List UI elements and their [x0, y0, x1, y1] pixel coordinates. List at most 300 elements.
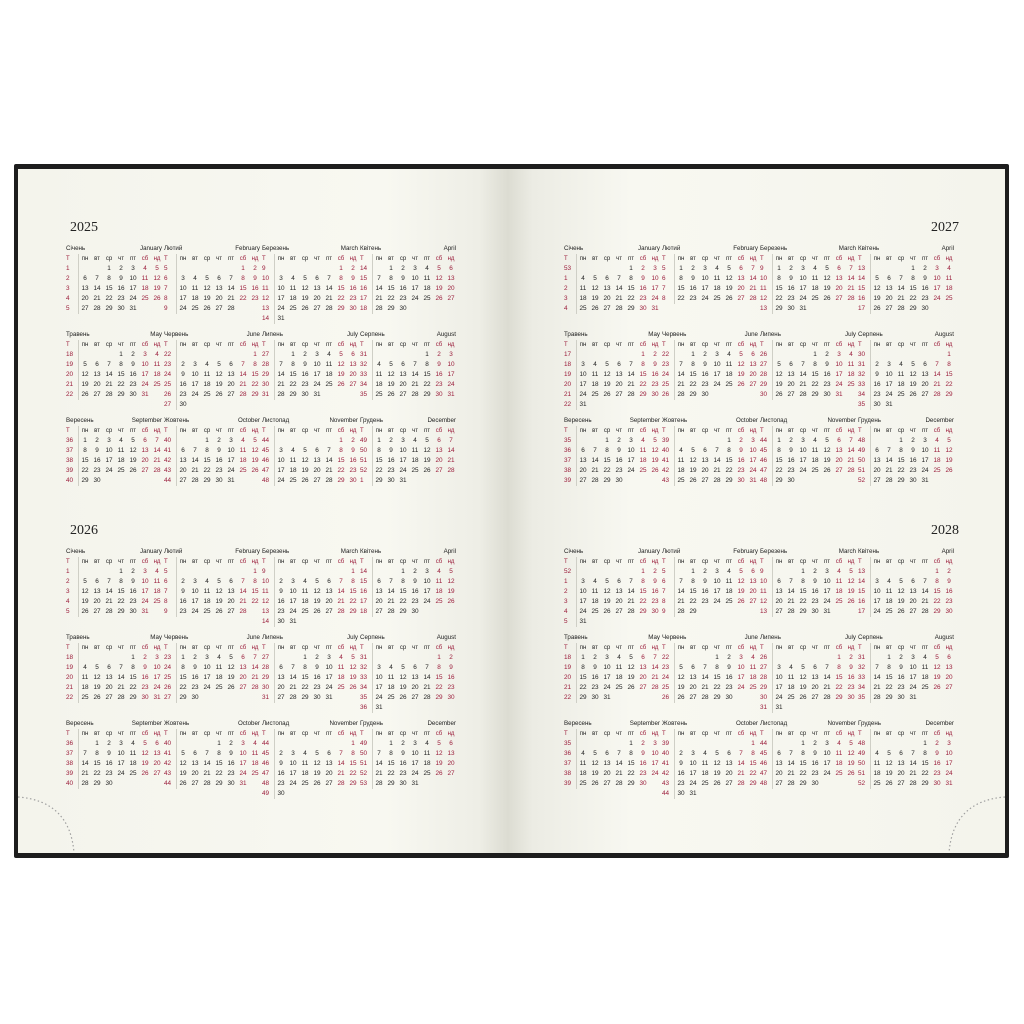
day-cell: 15	[93, 760, 101, 767]
day-cell	[883, 350, 895, 360]
day-cell: 3	[887, 361, 891, 368]
day-cell: 31	[313, 391, 321, 398]
day-cell: 30	[399, 305, 407, 312]
week-number: 28	[760, 371, 768, 378]
month-name-en: November	[827, 720, 856, 727]
day-cell: 15	[177, 673, 190, 683]
day-cell	[625, 617, 637, 627]
day-cell: 24	[141, 381, 149, 388]
week-number: 32	[360, 361, 368, 368]
day-cell: 9	[935, 750, 939, 757]
week-number: 53	[360, 780, 368, 787]
day-cell	[943, 304, 955, 314]
day-cell: 27	[701, 477, 709, 484]
day-cell: 9	[871, 370, 884, 380]
weekday-header: Т	[564, 428, 568, 434]
day-cell: 25	[577, 779, 590, 789]
day-cell: 31	[227, 477, 235, 484]
day-cell: 28	[615, 305, 623, 312]
day-cell: 1	[389, 265, 393, 272]
day-cell: 30	[651, 391, 659, 398]
day-cell: 17	[823, 760, 831, 767]
day-cell: 16	[313, 674, 321, 681]
weekday-header: чт	[118, 256, 124, 262]
month-name-en: December	[427, 720, 456, 727]
weekday-header: нд	[945, 256, 953, 262]
day-cell	[189, 264, 201, 274]
week-number: 53	[564, 265, 572, 272]
day-cell: 8	[389, 750, 393, 757]
day-cell: 25	[325, 381, 333, 388]
day-cell: 13	[787, 371, 795, 378]
day-cell	[589, 436, 601, 446]
day-cell: 18	[129, 760, 137, 767]
day-cell: 27	[787, 391, 795, 398]
weekday-header: ср	[203, 559, 211, 565]
weekday-header: вт	[388, 342, 394, 348]
day-cell: 23	[897, 684, 905, 691]
day-cell: 31	[141, 608, 149, 615]
day-cell: 6	[577, 446, 590, 456]
week-number: 39	[66, 467, 74, 474]
weekday-header: Т	[262, 731, 266, 737]
day-cell: 17	[933, 285, 941, 292]
month-calendar	[858, 719, 954, 803]
day-cell	[177, 739, 190, 749]
day-cell: 11	[639, 447, 647, 454]
day-cell: 20	[411, 684, 419, 691]
weekday-header: пт	[424, 342, 430, 348]
weekday-header: чт	[216, 428, 222, 434]
day-cell: 12	[129, 447, 137, 454]
day-cell: 4	[291, 447, 295, 454]
day-cell	[103, 476, 115, 486]
day-cell: 1	[605, 437, 609, 444]
day-cell: 24	[823, 598, 831, 605]
day-cell	[311, 264, 323, 274]
week-number: 26	[164, 684, 172, 691]
day-cell: 24	[689, 780, 697, 787]
weekday-header: пт	[228, 645, 234, 651]
day-cell: 13	[811, 674, 819, 681]
day-cell: 14	[191, 457, 199, 464]
day-cell: 13	[313, 457, 321, 464]
weekday-header: вт	[690, 731, 696, 737]
day-cell: 27	[871, 476, 884, 486]
day-cell: 4	[143, 265, 147, 272]
day-cell: 1	[751, 740, 755, 747]
day-cell: 3	[275, 274, 288, 284]
day-cell: 18	[701, 770, 709, 777]
day-cell: 30	[349, 305, 357, 312]
month-name-en: June	[246, 634, 260, 641]
day-cell: 18	[885, 598, 893, 605]
weekday-header: нд	[349, 342, 357, 348]
day-cell: 2	[143, 654, 147, 661]
weekday-header: Т	[760, 645, 764, 651]
day-cell: 29	[725, 477, 733, 484]
day-cell: 22	[79, 466, 92, 476]
day-cell: 27	[325, 780, 333, 787]
day-cell: 26	[93, 694, 101, 701]
week-number: 21	[564, 684, 572, 691]
day-cell: 29	[203, 477, 211, 484]
day-cell	[809, 703, 821, 713]
day-cell: 31	[411, 780, 419, 787]
day-cell: 25	[847, 381, 855, 388]
day-cell	[785, 653, 797, 663]
day-cell: 29	[689, 391, 697, 398]
weekday-header: нд	[153, 342, 161, 348]
weekday-header: нд	[251, 428, 259, 434]
day-cell: 24	[737, 684, 745, 691]
week-number: 31	[760, 704, 768, 711]
day-cell: 29	[773, 476, 786, 486]
day-cell: 14	[885, 457, 893, 464]
month-name-en: April	[941, 548, 954, 555]
day-cell	[201, 693, 213, 703]
weekday-header: сб	[435, 559, 443, 565]
weekday-header: ср	[799, 645, 807, 651]
day-cell: 14	[325, 285, 333, 292]
day-cell	[883, 739, 895, 749]
day-cell: 12	[847, 750, 855, 757]
day-cell: 27	[177, 476, 190, 486]
day-cell: 1	[119, 568, 123, 575]
day-cell: 2	[789, 437, 793, 444]
month-calendar	[858, 633, 954, 717]
day-cell	[687, 653, 699, 663]
month-name-en: September	[629, 720, 660, 727]
month-name-ua: Грудень	[360, 720, 383, 727]
month-calendar	[564, 416, 660, 500]
day-cell: 31	[373, 703, 386, 713]
week-number: 23	[164, 654, 172, 661]
weekday-header: ср	[897, 428, 905, 434]
day-cell	[931, 350, 943, 360]
month-name-ua: Листопад	[760, 720, 788, 727]
day-cell: 25	[701, 780, 709, 787]
weekday-header: чт	[216, 342, 222, 348]
day-cell: 12	[603, 588, 611, 595]
day-cell: 28	[117, 694, 125, 701]
day-cell: 24	[713, 598, 721, 605]
day-cell: 19	[603, 381, 611, 388]
day-cell: 9	[229, 750, 233, 757]
month-calendar	[564, 719, 660, 803]
day-cell: 15	[945, 371, 953, 378]
month-grid	[262, 643, 359, 703]
week-number: 30	[760, 391, 768, 398]
day-cell: 11	[701, 760, 709, 767]
day-cell: 11	[835, 578, 843, 585]
week-number: 46	[262, 760, 270, 767]
day-cell: 18	[591, 598, 599, 605]
month-name-ua: Лютий	[164, 548, 183, 555]
day-cell: 13	[921, 371, 929, 378]
week-number: 23	[662, 664, 670, 671]
day-cell: 22	[885, 684, 893, 691]
day-cell: 13	[773, 759, 786, 769]
month-grid	[760, 643, 857, 713]
day-cell	[943, 400, 955, 410]
day-cell: 28	[447, 467, 455, 474]
month-name-en: March	[340, 548, 358, 555]
week-number: 24	[662, 674, 670, 681]
day-cell	[723, 607, 735, 617]
week-number: 11	[262, 588, 269, 595]
day-cell: 8	[837, 664, 841, 671]
day-cell: 3	[413, 740, 417, 747]
day-cell: 23	[301, 381, 309, 388]
weekday-header: Т	[360, 342, 364, 348]
day-cell: 25	[423, 295, 431, 302]
day-cell: 24	[191, 608, 199, 615]
day-cell: 27	[435, 467, 443, 474]
day-cell: 14	[337, 588, 345, 595]
day-cell: 15	[639, 371, 647, 378]
weekday-header: нд	[749, 428, 757, 434]
day-cell: 8	[119, 361, 123, 368]
day-cell: 14	[675, 587, 688, 597]
weekday-header: нд	[349, 256, 357, 262]
week-number: 35	[360, 694, 368, 701]
day-cell	[711, 436, 723, 446]
day-cell: 7	[825, 664, 829, 671]
day-cell	[785, 350, 797, 360]
month-calendar	[760, 330, 856, 414]
day-cell	[907, 567, 919, 577]
day-cell: 1	[947, 351, 951, 358]
week-number: 40	[164, 740, 172, 747]
day-cell: 30	[933, 780, 941, 787]
day-cell: 4	[899, 361, 903, 368]
weekday-header: Т	[662, 342, 666, 348]
weekday-header: нд	[945, 342, 953, 348]
day-cell: 27	[615, 608, 623, 615]
day-cell	[943, 693, 955, 703]
day-cell: 24	[823, 770, 831, 777]
month-name-ua: Липень	[760, 634, 781, 641]
day-cell: 28	[227, 305, 235, 312]
weekday-header: чт	[118, 428, 124, 434]
day-cell: 5	[801, 664, 805, 671]
weekday-header: чт	[910, 731, 916, 737]
day-cell: 8	[389, 275, 393, 282]
day-cell: 3	[629, 437, 633, 444]
day-cell: 27	[835, 295, 843, 302]
month-name-ua: Червень	[662, 331, 687, 338]
day-cell: 7	[911, 750, 915, 757]
day-cell	[821, 779, 833, 789]
weekday-header: пн	[773, 254, 786, 264]
day-cell	[249, 400, 261, 410]
day-cell: 16	[787, 457, 795, 464]
day-cell: 5	[315, 578, 319, 585]
day-cell: 26	[301, 477, 309, 484]
day-cell	[845, 779, 857, 789]
day-cell: 1	[837, 654, 841, 661]
day-cell: 9	[119, 275, 123, 282]
day-cell: 3	[703, 265, 707, 272]
weekday-header: чт	[118, 559, 124, 565]
weekday-header: пн	[373, 340, 386, 350]
day-cell: 25	[615, 684, 623, 691]
day-cell: 16	[945, 588, 953, 595]
month-calendar	[564, 547, 660, 631]
month-name-en: July	[346, 331, 358, 338]
day-cell: 20	[773, 769, 786, 779]
day-cell: 19	[313, 598, 321, 605]
day-cell: 11	[835, 750, 843, 757]
week-number: 30	[262, 684, 270, 691]
day-cell: 12	[93, 674, 101, 681]
week-number: 7	[662, 588, 666, 595]
day-cell: 11	[215, 664, 223, 671]
week-number: 35	[858, 401, 866, 408]
day-cell: 5	[825, 437, 829, 444]
day-cell: 11	[79, 673, 92, 683]
day-cell: 6	[437, 437, 441, 444]
day-cell: 2	[275, 749, 288, 759]
month-grid	[262, 426, 359, 486]
weekday-header: вт	[690, 645, 696, 651]
day-cell: 30	[823, 391, 831, 398]
day-cell: 12	[435, 750, 443, 757]
weekday-header: ср	[399, 645, 407, 651]
day-cell: 21	[117, 684, 125, 691]
day-cell: 27	[141, 467, 149, 474]
day-cell: 20	[749, 588, 757, 595]
month-grid	[164, 643, 261, 703]
day-cell: 24	[945, 770, 953, 777]
day-cell: 8	[253, 361, 257, 368]
weekday-header: пт	[824, 559, 830, 565]
day-cell: 6	[813, 664, 817, 671]
day-cell: 13	[577, 456, 590, 466]
day-cell: 8	[291, 361, 295, 368]
day-cell: 26	[349, 684, 357, 691]
day-cell	[773, 350, 786, 360]
day-cell	[589, 567, 601, 577]
weekday-header: пт	[628, 342, 634, 348]
weekday-header: пн	[675, 426, 688, 436]
weekday-header: вт	[388, 645, 394, 651]
day-cell: 25	[725, 381, 733, 388]
day-cell: 24	[373, 693, 386, 703]
day-cell: 4	[303, 578, 307, 585]
day-cell: 6	[727, 750, 731, 757]
month-grid	[164, 254, 261, 314]
week-number: 20	[564, 381, 572, 388]
day-cell: 23	[129, 381, 137, 388]
day-cell: 22	[627, 295, 635, 302]
day-cell: 22	[725, 467, 733, 474]
weekday-header: пн	[177, 340, 190, 350]
day-cell: 28	[373, 304, 386, 314]
day-cell: 17	[713, 371, 721, 378]
month-grid	[760, 557, 857, 617]
day-cell: 13	[945, 664, 953, 671]
day-cell: 21	[885, 467, 893, 474]
day-cell: 24	[289, 608, 297, 615]
day-cell: 26	[79, 607, 92, 617]
weekday-header: пт	[726, 559, 732, 565]
day-cell: 18	[725, 588, 733, 595]
day-cell: 19	[773, 380, 786, 390]
weekday-header: ср	[399, 559, 407, 565]
day-cell: 21	[387, 598, 395, 605]
day-cell: 30	[129, 391, 137, 398]
week-number: 15	[858, 285, 866, 292]
weekday-header: Т	[360, 559, 364, 565]
day-cell: 27	[447, 770, 455, 777]
day-cell: 19	[933, 674, 941, 681]
day-cell: 2	[177, 360, 190, 370]
month-name-en: March	[838, 245, 856, 252]
day-cell	[249, 304, 261, 314]
day-cell: 23	[909, 467, 917, 474]
month-calendar	[66, 416, 162, 500]
week-number: 1	[564, 275, 568, 282]
day-cell: 25	[129, 770, 137, 777]
day-cell: 16	[701, 371, 709, 378]
day-cell	[385, 567, 397, 577]
day-cell	[237, 350, 249, 360]
month-grid	[662, 643, 759, 703]
day-cell: 10	[713, 361, 721, 368]
day-cell: 20	[447, 285, 455, 292]
day-cell: 16	[93, 457, 101, 464]
weekday-header: сб	[933, 428, 941, 434]
month-grid	[858, 557, 955, 617]
weekday-header: ср	[105, 559, 113, 565]
day-cell: 1	[253, 351, 257, 358]
month-name-en: July	[844, 331, 856, 338]
week-number: 51	[858, 467, 866, 474]
weekday-header: сб	[239, 731, 247, 737]
weekday-header: пн	[577, 340, 590, 350]
weekday-header: чт	[412, 256, 418, 262]
weekday-header: чт	[314, 256, 320, 262]
day-cell	[323, 436, 335, 446]
day-cell: 31	[447, 391, 455, 398]
day-cell: 15	[811, 371, 819, 378]
day-cell: 24	[325, 684, 333, 691]
day-cell: 17	[447, 371, 455, 378]
weekday-header: пт	[824, 428, 830, 434]
day-cell: 25	[153, 598, 161, 605]
day-cell	[299, 264, 311, 274]
weekday-header: пн	[373, 643, 386, 653]
day-cell: 8	[691, 361, 695, 368]
day-cell: 8	[339, 447, 343, 454]
weekday-header: пн	[275, 643, 288, 653]
day-cell: 5	[849, 740, 853, 747]
day-cell: 6	[107, 664, 111, 671]
day-cell: 25	[203, 391, 211, 398]
weekday-header: пт	[922, 559, 928, 565]
day-cell: 3	[205, 654, 209, 661]
day-cell: 22	[337, 467, 345, 474]
day-cell: 30	[639, 305, 647, 312]
weekday-header: пт	[228, 559, 234, 565]
day-cell: 28	[423, 694, 431, 701]
day-cell: 23	[811, 770, 819, 777]
day-cell: 27	[773, 779, 786, 789]
day-cell: 20	[773, 597, 786, 607]
day-cell: 25	[811, 295, 819, 302]
